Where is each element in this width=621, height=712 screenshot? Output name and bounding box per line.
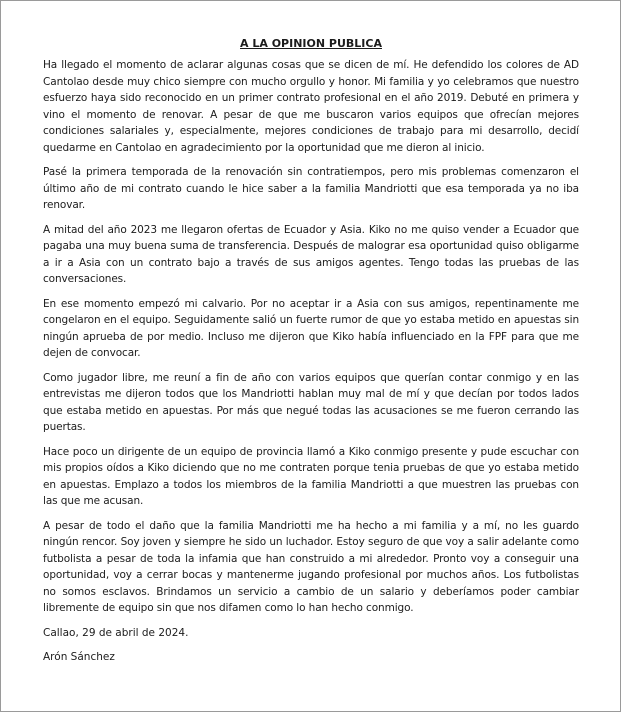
paragraph-2: Pasé la primera temporada de la renovación sin contratiempos, pero mis problemas comenzaron el último año de mi contrato cuando le hice saber a la familia Mandriotti que esa temporada ya no iba renovar. xyxy=(43,166,579,211)
document-body xyxy=(43,37,579,674)
paragraph-3: A mitad del año 2023 me llegaron ofertas de Ecuador y Asia. Kiko no me quiso vender a Ecuador que pagaba una muy buena suma de transferencia. Después de malograr esa oportunidad quiso obligarme a ir a Asia con un contrato bajo a través de sus amigos agentes. Tengo todas las pruebas de las conversaciones. xyxy=(43,223,579,285)
paragraph-1: Ha llegado el momento de aclarar algunas cosas que se dicen de mí. He defendido los colores de AD Cantolao desde muy chico siempre con mucho orgullo y honor. Mi familia y yo celebramos que nuestro esfuerzo haya sido reconocido en un primer contrato profesional en el año 2019. Debuté en primera y vino el momento de renovar. A pesar de que me buscaron varios equipos que ofrecían mejores condiciones salariales y, especialmente, mejores condiciones de trabajo para mi desarrollo, decidí quedarme en Cantolao en agradecimiento por la oportunidad que me dieron al inicio. xyxy=(43,59,579,154)
signature: Arón Sánchez xyxy=(43,651,115,663)
document-title: A LA OPINION PUBLICA xyxy=(240,37,382,50)
paragraph-5: Como jugador libre, me reuní a fin de año con varios equipos que querían contar conmigo y en las entrevistas me dijeron todos que los Mandriotti hablan muy mal de mí y que decían por todos lados que estaba metido en apuestas. Por más que negué todas las acusaciones se me fueron cerrando las puertas. xyxy=(43,371,579,433)
paragraph-7: A pesar de todo el daño que la familia Mandriotti me ha hecho a mi familia y a mí, no les guardo ningún rencor. Soy joven y siempre he sido un luchador. Estoy seguro de que voy a salir adelante como futbolista a pesar de toda la infamia que han construido a mi alrededor. Pronto voy a conseguir una oportunidad, voy a cerrar bocas y mantenerme jugando profesional por muchos años. Los futbolistas no somos esclavos. Brindamos un servicio a cambio de un salario y deberíamos poder cambiar libremente de equipo sin que nos difamen como lo han hecho conmigo. xyxy=(43,519,579,614)
paragraph-4: En ese momento empezó mi calvario. Por no aceptar ir a Asia con sus amigos, repentinamente me congelaron en el equipo. Seguidamente salió un fuerte rumor de que yo estaba metido en apuestas sin ningún aprueba de por medio. Incluso me dijeron que Kiko había influenciado en la FPF para que me dejen de convocar. xyxy=(43,297,579,359)
date-line: Callao, 29 de abril de 2024. xyxy=(43,626,189,639)
paragraph-6: Hace poco un dirigente de un equipo de provincia llamó a Kiko conmigo presente y pude escuchar con mis propios oídos a Kiko diciendo que no me contraten porque tenia pruebas de que yo estaba metido en apuestas. Emplazo a todos los miembros de la familia Mandriotti a que muestren las pruebas con las que me acusan. xyxy=(43,445,579,507)
